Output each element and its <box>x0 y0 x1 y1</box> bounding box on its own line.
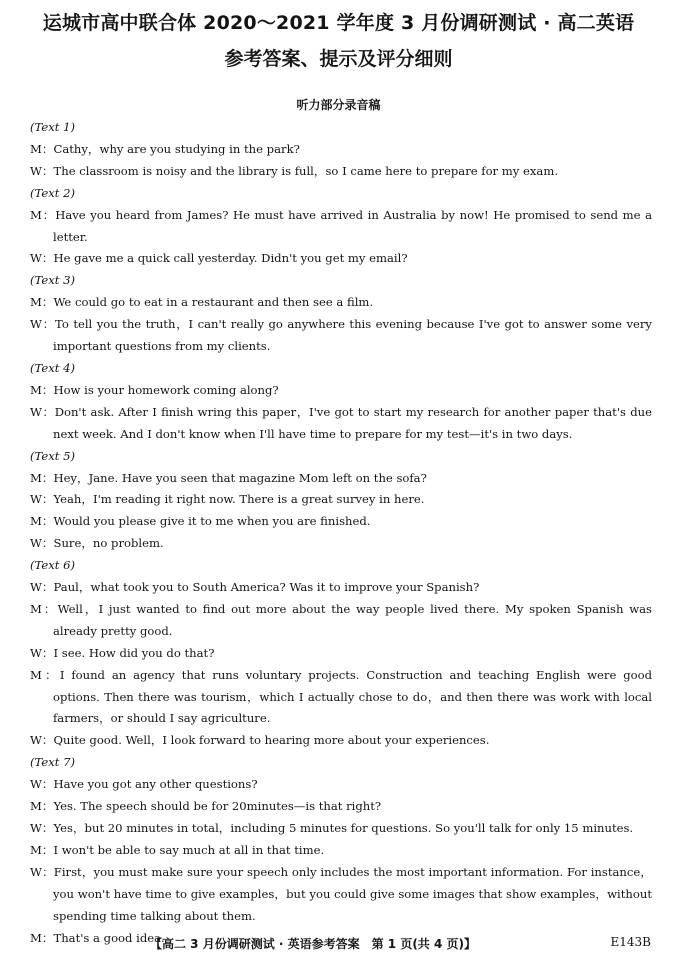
transcript <box>30 117 652 949</box>
dialogue-line: W：I see. How did you do that? <box>30 645 215 660</box>
dialogue-line: M：Cathy，why are you studying in the park? <box>30 141 300 156</box>
document-subtitle: 参考答案、提示及评分细则 <box>224 48 453 70</box>
text-marker: (Text 6) <box>30 558 75 573</box>
text-marker: (Text 5) <box>30 448 75 463</box>
dialogue-line: W：Don't ask. After I finish wring this paper，I've got to start my research for another paper that's due next week. And I don't know when I'll have time to prepare for my test—it's in two days. <box>30 404 652 441</box>
footer-page-info: 【高二 3 月份调研测试 · 英语参考答案 第 1 页(共 4 页)】 <box>150 937 476 951</box>
document-title: 运城市高中联合体 2020～2021 学年度 3 月份调研测试 · 高二英语 <box>42 12 635 34</box>
dialogue-line: M：Have you heard from James? He must have arrived in Australia by now! He promised to send me a letter. <box>30 207 652 244</box>
dialogue-line: W：First，you must make sure your speech only includes the most important information. For instance，you won't have time to give examples，but you could give some images that show examples，without spending time talking about them. <box>30 864 652 923</box>
dialogue-line: M：We could go to eat in a restaurant and then see a film. <box>30 295 374 310</box>
text-marker: (Text 3) <box>30 273 75 288</box>
dialogue-line: M：Yes. The speech should be for 20minutes—is that right? <box>30 799 382 814</box>
footer-code: E143B <box>610 935 651 949</box>
dialogue-line: M：I found an agency that runs voluntary projects. Construction and teaching English were good options. Then there was tourism，which I actually chose to do，and then there was work with local farmers，or should I say agriculture. <box>30 667 652 726</box>
text-marker: (Text 7) <box>30 755 75 770</box>
dialogue-line: W：The classroom is noisy and the library is full，so I came here to prepare for my exam. <box>30 163 559 178</box>
dialogue-line: W：Sure，no problem. <box>30 536 164 551</box>
dialogue-line: M：Well，I just wanted to find out more about the way people lived there. My spoken Spanish was already pretty good. <box>30 601 652 638</box>
section-heading: 听力部分录音稿 <box>296 98 381 112</box>
text-marker: (Text 1) <box>30 120 75 134</box>
dialogue-line: W：Have you got any other questions? <box>30 777 258 792</box>
dialogue-line: W：Quite good. Well，I look forward to hearing more about your experiences. <box>30 733 490 748</box>
text-marker: (Text 4) <box>30 360 75 375</box>
dialogue-line: M：Hey，Jane. Have you seen that magazine Mom left on the sofa? <box>30 470 427 485</box>
dialogue-line: W：Yeah，I'm reading it right now. There is a great survey in here. <box>30 492 425 507</box>
text-marker: (Text 2) <box>30 185 75 200</box>
dialogue-line: W：Paul，what took you to South America? Was it to improve your Spanish? <box>30 580 480 595</box>
dialogue-line: W：He gave me a quick call yesterday. Didn't you get my email? <box>30 251 408 266</box>
dialogue-line: M：I won't be able to say much at all in that time. <box>30 842 325 857</box>
dialogue-line: M：How is your homework coming along? <box>30 382 279 397</box>
dialogue-line: M：Would you please give it to me when you are finished. <box>30 514 371 529</box>
dialogue-line: M：That's a good idea. <box>30 930 165 945</box>
dialogue-line: W：Yes，but 20 minutes in total，including 5 minutes for questions. So you'll talk for only 15 minutes. <box>30 821 634 835</box>
dialogue-line: W：To tell you the truth，I can't really go anywhere this evening because I've got to answer some very important questions from my clients. <box>30 317 652 354</box>
